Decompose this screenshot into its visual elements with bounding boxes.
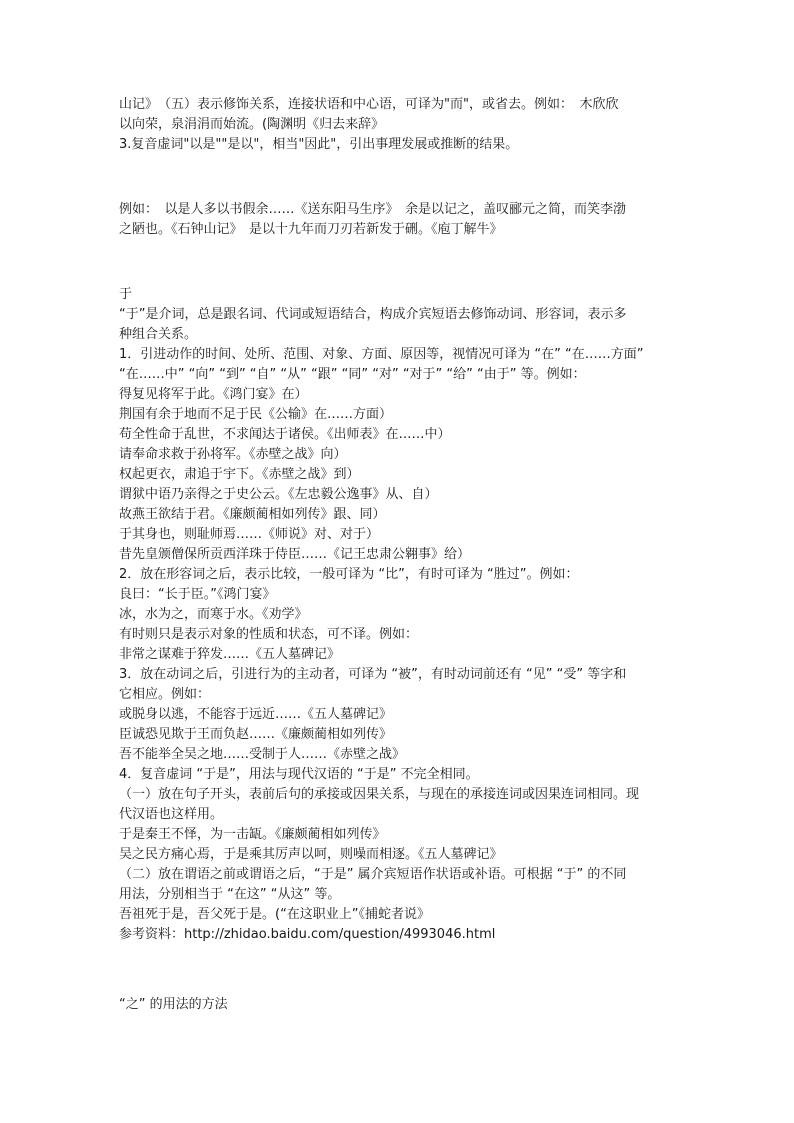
text-line: 3.复音虚词"以是""是以"，相当"因此"，引出事理发展或推断的结果。 — [119, 137, 519, 152]
text-line: 吾不能举全吴之地……受制于人……《赤壁之战》 — [119, 747, 406, 762]
text-line: 苟全性命于乱世，不求闻达于诸侯。《出师表》在……中） — [119, 427, 451, 442]
text-line: 得复见将军于此。《鸿门宴》在） — [119, 387, 308, 402]
text-line: 有时则只是表示对象的性质和状态，可不译。例如： — [119, 627, 419, 642]
text-line: 于其身也，则耻师焉……《师说》对、对于） — [119, 527, 380, 542]
section-zhi — [119, 995, 679, 1015]
text-line: 2．放在形容词之后，表示比较，一般可译为 “比”，有时可译为 “胜过”。例如： — [119, 567, 579, 582]
text-line: 3．放在动词之后，引进行为的主动者，可译为 “被”，有时动词前还有 “见” “受” 等字和 — [119, 667, 627, 682]
text-line: 于是秦王不怿，为一击缻。《廉颇蔺相如列传》 — [119, 827, 386, 842]
section-heading: “之” 的用法的方法 — [119, 997, 228, 1012]
text-line: 冰，水为之，而寒于水。《劝学》 — [119, 607, 308, 622]
text-line: “于”是介词，总是跟名词、代词或短语结合，构成介宾短语去修饰动词、形容词，表示多 — [119, 307, 627, 322]
text-line: 谓狱中语乃亲得之于史公云。《左忠毅公逸事》从、自） — [119, 487, 438, 502]
text-line: 例如： 以是人多以书假余……《送东阳马生序》 余是以记之，盖叹郦元之简，而笑李渤 — [119, 202, 627, 217]
section-heading: 于 — [119, 287, 133, 302]
text-line: 故燕王欲结于君。《廉颇蔺相如列传》跟、同） — [119, 507, 386, 522]
section-yu — [119, 285, 679, 945]
text-line: 之陋也。《石钟山记》 是以十九年而刀刃若新发于硎。《庖丁解牛》 — [119, 222, 503, 237]
text-line: （二）放在谓语之前或谓语之后，“于是” 属介宾短语作状语或补语。可根据 “于” 的不同 — [119, 867, 627, 882]
paragraph-examples — [119, 200, 679, 240]
text-line: 吴之民方痛心焉，于是乘其厉声以呵，则噪而相逐。《五人墓碑记》 — [119, 847, 503, 862]
text-line: 良曰：“长于臣。”《鸿门宴》 — [119, 587, 276, 602]
text-line: 它相应。例如： — [119, 687, 211, 702]
text-line: 1．引进动作的时间、处所、范围、对象、方面、原因等，视情况可译为 “在” “在……方面” — [119, 347, 644, 362]
text-line: 4．复音虚词 “于是”，用法与现代汉语的 “于是” 不完全相同。 — [119, 767, 479, 782]
text-line: 荆国有余于地而不足于民《公输》在……方面） — [119, 407, 393, 422]
text-line: “在……中” “向” “到” “自” “从” “跟” “同” “对” “对于” “给” “由于” 等。例如： — [119, 367, 586, 382]
text-line: 或脱身以逃，不能容于远近……《五人墓碑记》 — [119, 707, 393, 722]
text-line: 种组合关系。 — [119, 327, 198, 342]
text-line: 臣诚恐见欺于王而负赵……《廉颇蔺相如列传》 — [119, 727, 393, 742]
text-line: 以向荣，泉涓涓而始流。(陶渊明《归去来辞》 — [119, 117, 385, 132]
text-line: 用法，分别相当于 “在这” “从这” 等。 — [119, 887, 341, 902]
paragraph-yi-usage — [119, 95, 679, 155]
text-line: 请奉命求救于孙将军。《赤壁之战》向） — [119, 447, 347, 462]
text-line: 吾祖死于是，吾父死于是。(“在这职业上”《捕蛇者说》 — [119, 907, 431, 922]
text-line: 山记》 （五）表示修饰关系，连接状语和中心语，可译为"而"，或省去。例如： 木欣欣 — [119, 97, 619, 112]
text-line: 非常之谋难于猝发……《五人墓碑记》 — [119, 647, 341, 662]
text-line: （一）放在句子开头，表前后句的承接或因果关系，与现在的承接连词或因果连词相同。现 — [119, 787, 640, 802]
reference-line: 参考资料：http://zhidao.baidu.com/question/4993046.html — [119, 927, 496, 942]
text-line: 权起更衣，肃追于宇下。《赤壁之战》到） — [119, 467, 360, 482]
text-line: 昔先皇颁僧保所贡西洋珠于侍臣……《记王忠肃公翱事》给） — [119, 547, 471, 562]
text-line: 代汉语也这样用。 — [119, 807, 224, 822]
